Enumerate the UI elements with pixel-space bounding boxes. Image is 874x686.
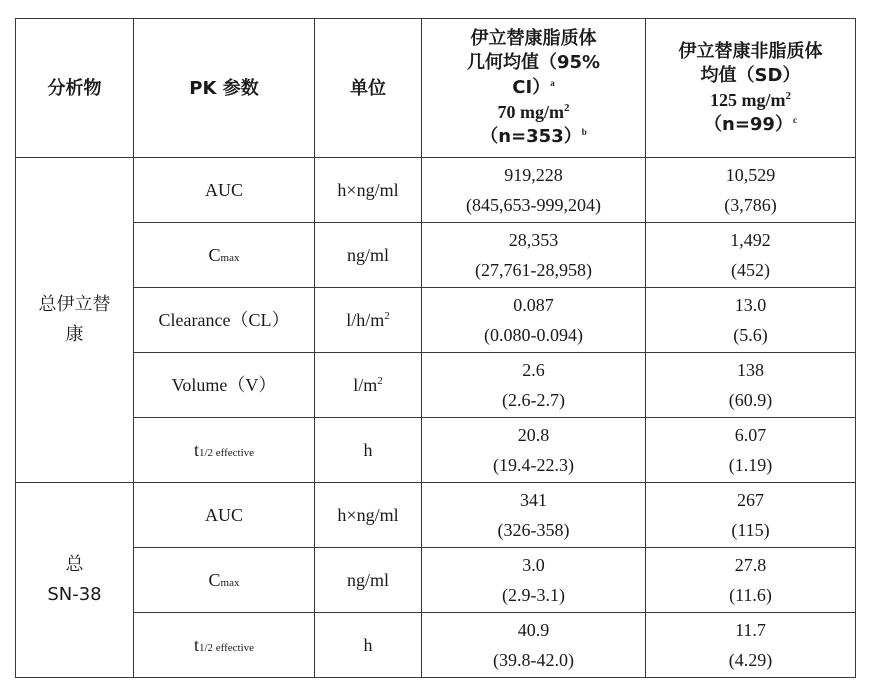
unit-cell: ng/ml — [315, 223, 422, 288]
param-cell: Volume（V） — [134, 353, 315, 418]
header-nonliposomal — [646, 19, 856, 158]
footnote-a: a — [550, 78, 555, 88]
table-row — [16, 483, 856, 548]
liposomal-value-cell: 919,228 (845,653-999,204) — [422, 158, 646, 223]
table-row — [16, 158, 856, 223]
analyte-total-sn38: 总 SN-38 — [16, 483, 134, 678]
param-cell: Clearance（CL） — [134, 288, 315, 353]
header-nonliposomal-dose: 125 $mg/m^2$ — [710, 89, 791, 110]
param-cell: Cmax — [134, 548, 315, 613]
footnote-c: c — [792, 114, 797, 125]
table-row — [16, 288, 856, 353]
header-analyte: 分析物 — [16, 19, 134, 158]
unit-cell: h — [315, 613, 422, 678]
liposomal-value-cell: 0.087 (0.080-0.094) — [422, 288, 646, 353]
nonliposomal-value-cell: 267 (115) — [646, 483, 856, 548]
param-cell: t1/2 effective — [134, 418, 315, 483]
nonliposomal-value-cell: 27.8 (11.6) — [646, 548, 856, 613]
param-cell: AUC — [134, 158, 315, 223]
liposomal-value-cell: 2.6 (2.6-2.7) — [422, 353, 646, 418]
table-row — [16, 353, 856, 418]
liposomal-value-cell: 3.0 (2.9-3.1) — [422, 548, 646, 613]
header-liposomal-line1: 伊立替康脂质体 — [470, 28, 597, 49]
liposomal-value-cell: 40.9 (39.8-42.0) — [422, 613, 646, 678]
unit-cell: h×ng/ml — [315, 158, 422, 223]
nonliposomal-value-cell: 138 (60.9) — [646, 353, 856, 418]
header-liposomal-n: （n=353）$^b$ — [480, 126, 587, 147]
unit-cell: ng/ml — [315, 548, 422, 613]
table-row — [16, 548, 856, 613]
header-nonliposomal-n: （n=99）$^c$ — [704, 113, 797, 135]
liposomal-value-cell: 28,353 (27,761-28,958) — [422, 223, 646, 288]
param-cell: Cmax — [134, 223, 315, 288]
liposomal-value-cell: 20.8 (19.4-22.3) — [422, 418, 646, 483]
table-row — [16, 613, 856, 678]
pk-parameters-table — [15, 18, 856, 678]
table-header-row — [16, 19, 856, 158]
header-liposomal-line3: CI）$^a$ — [512, 77, 555, 98]
header-liposomal-line2: 几何均值（95% — [466, 52, 601, 73]
nonliposomal-value-cell: 11.7 (4.29) — [646, 613, 856, 678]
table-row — [16, 418, 856, 483]
header-nonliposomal-line1: 伊立替康非脂质体 — [678, 40, 823, 62]
analyte-total-irinotecan: 总伊立替 康 — [16, 158, 134, 483]
unit-cell: $l/h/m^2$ — [315, 288, 422, 353]
nonliposomal-value-cell: 13.0 (5.6) — [646, 288, 856, 353]
unit-cell: h — [315, 418, 422, 483]
nonliposomal-value-cell: 10,529 (3,786) — [646, 158, 856, 223]
footnote-b: b — [581, 127, 587, 137]
liposomal-value-cell: 341 (326-358) — [422, 483, 646, 548]
nonliposomal-value-cell: 6.07 (1.19) — [646, 418, 856, 483]
param-cell: AUC — [134, 483, 315, 548]
table-row — [16, 223, 856, 288]
header-liposomal-dose: 70 $mg/m^2$ — [497, 102, 570, 122]
nonliposomal-value-cell: 1,492 (452) — [646, 223, 856, 288]
header-nonliposomal-line2: 均值（SD） — [700, 64, 801, 86]
unit-cell: h×ng/ml — [315, 483, 422, 548]
header-pk-param: PK 参数 — [134, 19, 315, 158]
unit-cell: $l/m^2$ — [315, 353, 422, 418]
header-unit: 单位 — [315, 19, 422, 158]
header-liposomal — [422, 19, 646, 158]
param-cell: t1/2 effective — [134, 613, 315, 678]
